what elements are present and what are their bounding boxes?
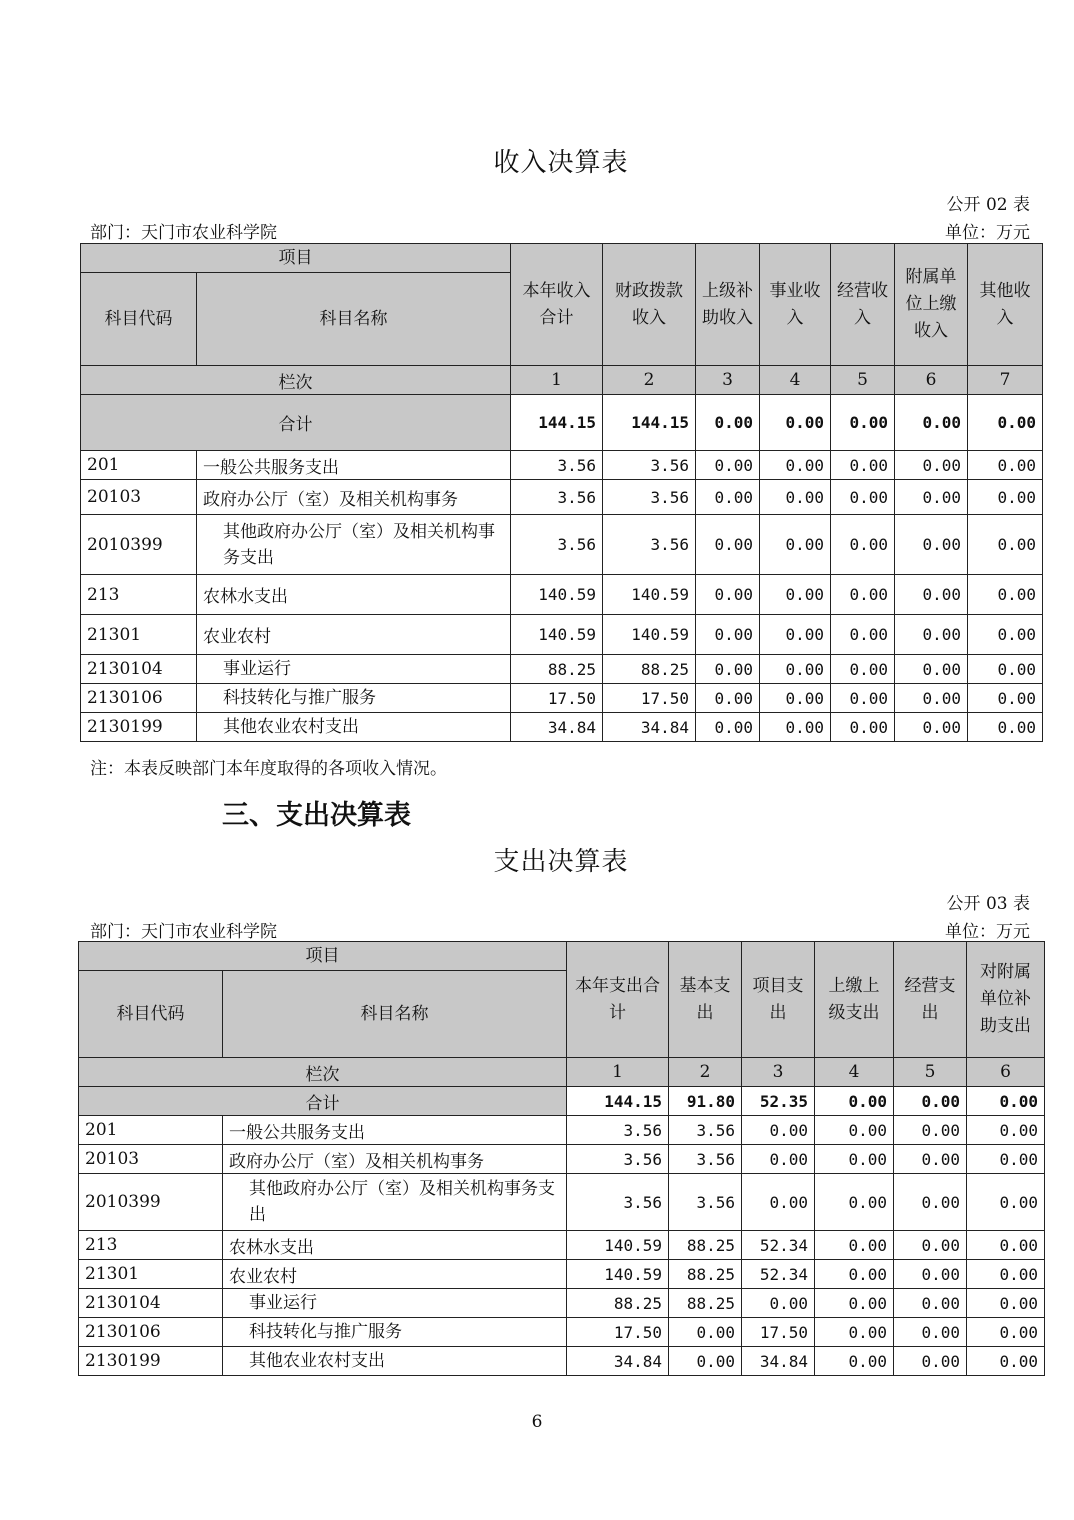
row-value: 0.00 (831, 451, 895, 480)
row-name: 事业运行 (223, 1289, 567, 1318)
table-row (81, 655, 1043, 684)
row-code: 213 (81, 575, 197, 615)
section-heading: 三、支出决算表 (222, 800, 411, 831)
row-value: 0.00 (967, 1347, 1045, 1376)
row-value: 0.00 (894, 1116, 967, 1145)
lanci-num: 3 (696, 366, 760, 395)
header-col-6: 对附属单位补助支出 (967, 942, 1045, 1058)
row-value: 17.50 (742, 1318, 815, 1347)
row-value: 0.00 (894, 1318, 967, 1347)
table-row (81, 575, 1043, 615)
row-value: 140.59 (567, 1231, 669, 1260)
row-name: 其他农业农村支出 (223, 1347, 567, 1376)
row-code: 2010399 (81, 515, 197, 575)
row-value: 140.59 (603, 615, 696, 655)
row-value: 0.00 (696, 575, 760, 615)
header-col-4: 事业收入 (760, 244, 831, 366)
row-value: 0.00 (968, 684, 1043, 713)
header-col-2: 财政拨款收入 (603, 244, 696, 366)
row-name: 其他农业农村支出 (197, 713, 511, 742)
row-value: 0.00 (968, 575, 1043, 615)
header-name: 科目名称 (197, 273, 511, 366)
row-name: 科技转化与推广服务 (197, 684, 511, 713)
header-item: 项目 (81, 244, 511, 273)
expense-department: 部门：天门市农业科学院 (90, 922, 277, 942)
row-code: 2130104 (79, 1289, 223, 1318)
row-value: 0.00 (696, 615, 760, 655)
row-value: 0.00 (895, 480, 968, 515)
row-value: 0.00 (760, 451, 831, 480)
lanci-label: 栏次 (81, 366, 511, 395)
total-value: 0.00 (831, 395, 895, 451)
row-value: 0.00 (831, 515, 895, 575)
lanci-num: 4 (815, 1058, 894, 1087)
row-value: 0.00 (760, 713, 831, 742)
header-col-3: 项目支出 (742, 942, 815, 1058)
lanci-num: 6 (967, 1058, 1045, 1087)
row-value: 0.00 (895, 451, 968, 480)
row-value: 0.00 (894, 1174, 967, 1231)
row-value: 0.00 (815, 1347, 894, 1376)
table-row (79, 1145, 1045, 1174)
row-value: 34.84 (603, 713, 696, 742)
lanci-num: 1 (511, 366, 603, 395)
row-code: 213 (79, 1231, 223, 1260)
row-value: 0.00 (760, 655, 831, 684)
lanci-num: 7 (968, 366, 1043, 395)
row-value: 52.34 (742, 1260, 815, 1289)
row-value: 3.56 (669, 1174, 742, 1231)
table-row (81, 515, 1043, 575)
page-number: 6 (531, 1412, 543, 1432)
row-value: 0.00 (760, 684, 831, 713)
row-name: 一般公共服务支出 (223, 1116, 567, 1145)
row-name: 农林水支出 (223, 1231, 567, 1260)
row-value: 0.00 (895, 575, 968, 615)
row-code: 2130199 (79, 1347, 223, 1376)
row-name: 其他政府办公厅（室）及相关机构事务支出 (197, 515, 511, 575)
lanci-num: 5 (894, 1058, 967, 1087)
row-value: 0.00 (760, 615, 831, 655)
row-value: 34.84 (742, 1347, 815, 1376)
total-value: 91.80 (669, 1087, 742, 1116)
lanci-num: 5 (831, 366, 895, 395)
row-value: 0.00 (760, 575, 831, 615)
total-label: 合计 (81, 395, 511, 451)
row-value: 0.00 (967, 1174, 1045, 1231)
row-value: 34.84 (567, 1347, 669, 1376)
table-row (79, 1231, 1045, 1260)
row-value: 0.00 (831, 713, 895, 742)
row-value: 3.56 (669, 1145, 742, 1174)
table-row (81, 480, 1043, 515)
table-row (81, 713, 1043, 742)
row-value: 3.56 (603, 451, 696, 480)
income-department: 部门：天门市农业科学院 (90, 223, 277, 243)
total-value: 0.00 (696, 395, 760, 451)
row-value: 0.00 (696, 684, 760, 713)
row-value: 0.00 (831, 480, 895, 515)
header-col-1: 本年收入合计 (511, 244, 603, 366)
table-row (79, 1116, 1045, 1145)
row-value: 3.56 (511, 515, 603, 575)
header-item: 项目 (79, 942, 567, 971)
expense-table (78, 941, 1045, 1376)
header-code: 科目代码 (81, 273, 197, 366)
row-value: 0.00 (815, 1231, 894, 1260)
row-value: 0.00 (894, 1260, 967, 1289)
table-row (81, 684, 1043, 713)
row-value: 0.00 (669, 1318, 742, 1347)
row-value: 0.00 (815, 1289, 894, 1318)
row-value: 0.00 (831, 684, 895, 713)
row-code: 20103 (81, 480, 197, 515)
header-col-2: 基本支出 (669, 942, 742, 1058)
total-value: 144.15 (511, 395, 603, 451)
row-value: 0.00 (894, 1347, 967, 1376)
row-value: 0.00 (967, 1260, 1045, 1289)
row-value: 0.00 (760, 480, 831, 515)
row-value: 0.00 (967, 1116, 1045, 1145)
row-value: 88.25 (511, 655, 603, 684)
row-value: 0.00 (968, 655, 1043, 684)
table-row (79, 1289, 1045, 1318)
row-value: 3.56 (511, 480, 603, 515)
row-value: 3.56 (567, 1145, 669, 1174)
income-table-number: 公开 02 表 (946, 195, 1030, 215)
row-value: 0.00 (894, 1145, 967, 1174)
row-value: 0.00 (742, 1145, 815, 1174)
row-value: 0.00 (696, 655, 760, 684)
row-name: 其他政府办公厅（室）及相关机构事务支出 (223, 1174, 567, 1231)
row-value: 0.00 (968, 451, 1043, 480)
row-value: 140.59 (567, 1260, 669, 1289)
row-value: 0.00 (968, 615, 1043, 655)
header-col-6: 附属单位上缴收入 (895, 244, 968, 366)
lanci-num: 4 (760, 366, 831, 395)
row-value: 0.00 (742, 1174, 815, 1231)
row-value: 0.00 (831, 575, 895, 615)
row-value: 0.00 (696, 515, 760, 575)
expense-title: 支出决算表 (493, 847, 629, 877)
row-value: 3.56 (511, 451, 603, 480)
header-code: 科目代码 (79, 971, 223, 1058)
header-name: 科目名称 (223, 971, 567, 1058)
row-value: 3.56 (669, 1116, 742, 1145)
row-value: 0.00 (760, 515, 831, 575)
row-value: 0.00 (815, 1145, 894, 1174)
row-code: 21301 (79, 1260, 223, 1289)
row-name: 农业农村 (223, 1260, 567, 1289)
row-value: 140.59 (511, 575, 603, 615)
row-value: 52.34 (742, 1231, 815, 1260)
header-col-1: 本年支出合计 (567, 942, 669, 1058)
row-value: 88.25 (669, 1231, 742, 1260)
row-value: 0.00 (967, 1289, 1045, 1318)
header-col-5: 经营收入 (831, 244, 895, 366)
row-value: 0.00 (895, 655, 968, 684)
row-value: 0.00 (894, 1289, 967, 1318)
row-value: 88.25 (567, 1289, 669, 1318)
row-value: 0.00 (968, 515, 1043, 575)
row-code: 21301 (81, 615, 197, 655)
row-value: 0.00 (696, 451, 760, 480)
row-name: 政府办公厅（室）及相关机构事务 (197, 480, 511, 515)
row-value: 0.00 (831, 655, 895, 684)
lanci-num: 2 (603, 366, 696, 395)
row-value: 88.25 (669, 1289, 742, 1318)
row-code: 2130104 (81, 655, 197, 684)
table-row (79, 1347, 1045, 1376)
header-col-5: 经营支出 (894, 942, 967, 1058)
lanci-num: 6 (895, 366, 968, 395)
header-col-3: 上级补助收入 (696, 244, 760, 366)
row-value: 0.00 (894, 1231, 967, 1260)
row-value: 0.00 (967, 1145, 1045, 1174)
row-value: 0.00 (895, 515, 968, 575)
row-value: 17.50 (511, 684, 603, 713)
income-note: 注：本表反映部门本年度取得的各项收入情况。 (90, 759, 447, 779)
row-value: 3.56 (603, 515, 696, 575)
lanci-num: 1 (567, 1058, 669, 1087)
row-value: 17.50 (567, 1318, 669, 1347)
total-value: 144.15 (567, 1087, 669, 1116)
row-code: 201 (81, 451, 197, 480)
total-label: 合计 (79, 1087, 567, 1116)
row-value: 0.00 (895, 713, 968, 742)
header-col-7: 其他收入 (968, 244, 1043, 366)
row-name: 事业运行 (197, 655, 511, 684)
row-value: 0.00 (815, 1260, 894, 1289)
expense-table-number: 公开 03 表 (946, 894, 1030, 914)
row-value: 0.00 (967, 1231, 1045, 1260)
total-value: 0.00 (894, 1087, 967, 1116)
row-value: 0.00 (895, 615, 968, 655)
row-name: 政府办公厅（室）及相关机构事务 (223, 1145, 567, 1174)
total-value: 0.00 (895, 395, 968, 451)
row-code: 20103 (79, 1145, 223, 1174)
row-value: 3.56 (603, 480, 696, 515)
row-value: 34.84 (511, 713, 603, 742)
expense-unit: 单位：万元 (945, 922, 1030, 942)
row-value: 0.00 (669, 1347, 742, 1376)
row-value: 0.00 (696, 713, 760, 742)
total-value: 0.00 (968, 395, 1043, 451)
total-value: 0.00 (967, 1087, 1045, 1116)
row-value: 0.00 (967, 1318, 1045, 1347)
row-name: 一般公共服务支出 (197, 451, 511, 480)
row-value: 0.00 (815, 1318, 894, 1347)
row-value: 0.00 (831, 615, 895, 655)
total-value: 0.00 (815, 1087, 894, 1116)
table-row (81, 615, 1043, 655)
total-value: 0.00 (760, 395, 831, 451)
row-code: 201 (79, 1116, 223, 1145)
row-value: 88.25 (669, 1260, 742, 1289)
row-value: 0.00 (895, 684, 968, 713)
row-value: 0.00 (968, 713, 1043, 742)
table-row (79, 1260, 1045, 1289)
lanci-num: 3 (742, 1058, 815, 1087)
row-value: 0.00 (815, 1116, 894, 1145)
row-code: 2010399 (79, 1174, 223, 1231)
income-table (80, 243, 1043, 742)
table-row (79, 1318, 1045, 1347)
row-value: 88.25 (603, 655, 696, 684)
row-name: 农业农村 (197, 615, 511, 655)
lanci-label: 栏次 (79, 1058, 567, 1087)
row-value: 140.59 (511, 615, 603, 655)
row-code: 2130199 (81, 713, 197, 742)
lanci-num: 2 (669, 1058, 742, 1087)
row-code: 2130106 (81, 684, 197, 713)
total-value: 52.35 (742, 1087, 815, 1116)
row-value: 17.50 (603, 684, 696, 713)
income-unit: 单位：万元 (945, 223, 1030, 243)
row-code: 2130106 (79, 1318, 223, 1347)
row-value: 140.59 (603, 575, 696, 615)
header-col-4: 上缴上级支出 (815, 942, 894, 1058)
row-name: 农林水支出 (197, 575, 511, 615)
income-title: 收入决算表 (493, 148, 629, 178)
row-value: 0.00 (696, 480, 760, 515)
row-value: 0.00 (742, 1289, 815, 1318)
row-value: 0.00 (968, 480, 1043, 515)
row-value: 3.56 (567, 1174, 669, 1231)
row-name: 科技转化与推广服务 (223, 1318, 567, 1347)
table-row (81, 451, 1043, 480)
row-value: 3.56 (567, 1116, 669, 1145)
total-value: 144.15 (603, 395, 696, 451)
row-value: 0.00 (815, 1174, 894, 1231)
table-row (79, 1174, 1045, 1231)
row-value: 0.00 (742, 1116, 815, 1145)
